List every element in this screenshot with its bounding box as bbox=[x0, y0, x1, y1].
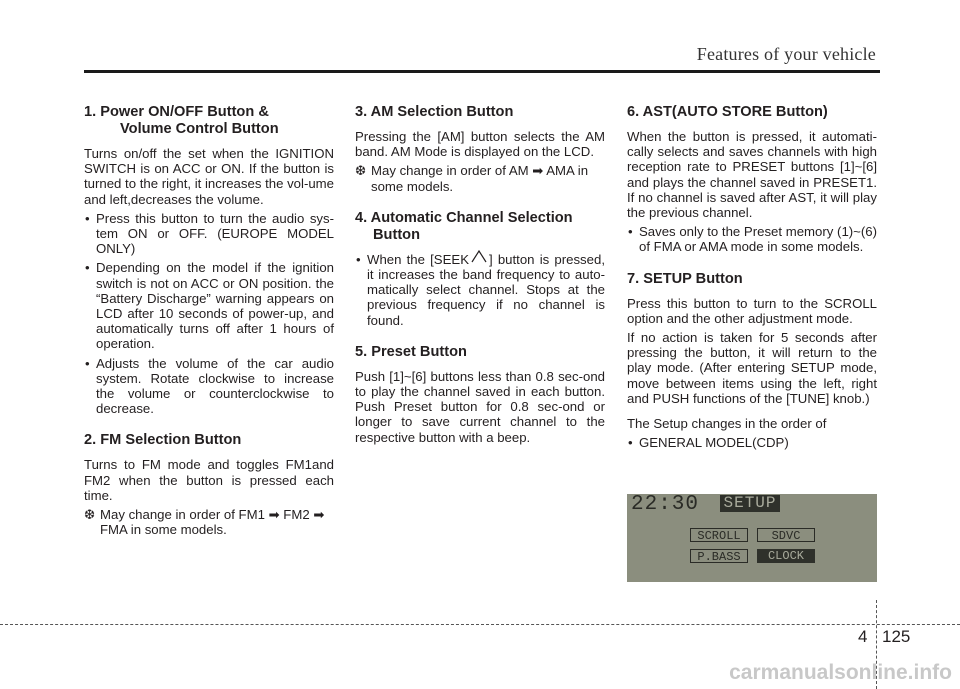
section-1-heading-line-1: 1. Power ON/OFF Button & bbox=[84, 104, 269, 120]
watermark: carmanualsonline.info bbox=[729, 661, 952, 684]
section-5-paragraph: Push [1]~[6] buttons less than 0.8 sec-ond to play the channel saved in each button. Push Preset button for 0.8 sec-ond or longer to save current channel to the respective button with a beep. bbox=[355, 368, 605, 445]
lcd-setup-label: SETUP bbox=[720, 495, 780, 512]
header-rule bbox=[84, 70, 880, 73]
section-7-heading: 7. SETUP Button bbox=[627, 270, 743, 287]
section-7-paragraph-1: Press this button to turn to the SCROLL option and the other adjustment mode. bbox=[627, 295, 877, 326]
section-6-heading: 6. AST(AUTO STORE Button) bbox=[627, 104, 828, 120]
section-4-heading-line-2: Button bbox=[373, 226, 421, 243]
chapter-number: 4 bbox=[858, 627, 868, 646]
column-3 bbox=[627, 104, 877, 454]
section-4-heading bbox=[355, 210, 605, 244]
section-2-note-text: May change in order of FM1 ➡ FM2 ➡ FMA in some models. bbox=[100, 507, 325, 538]
section-3-heading: 3. AM Selection Button bbox=[355, 104, 514, 120]
section-1-bullet-2: • Depending on the model if the ignition switch is not on ACC or ON position. the “Battery Discharge” warning appears on LCD after 10 seconds of power-up, and automatically turns off after 1 hours of operation. bbox=[84, 260, 334, 351]
section-1-paragraph: Turns on/off the set when the IGNITION SWITCH is on ACC or ON. If the button is turned to the right, it increases the vol-ume and left,decreases the volume. bbox=[84, 146, 334, 207]
seek-text-pre: When the [SEEK bbox=[367, 251, 469, 267]
seek-up-icon bbox=[469, 252, 489, 266]
section-1-heading bbox=[84, 104, 334, 138]
note-mark-icon: ❆ bbox=[355, 163, 367, 179]
section-7-bullet-1: • GENERAL MODEL(CDP) bbox=[627, 435, 877, 450]
note-mark-icon: ❆ bbox=[84, 507, 96, 523]
section-3-note bbox=[355, 163, 605, 193]
section-6-bullets bbox=[627, 224, 877, 254]
column-2 bbox=[355, 104, 605, 449]
section-7-bullets bbox=[627, 435, 877, 450]
lcd-setup-display bbox=[627, 494, 877, 582]
footer-rule bbox=[0, 624, 960, 625]
seek-text-post: ] button is pressed, it increases the band frequency to auto-matically select channel. Stops at the previous frequency if no channel is found. bbox=[367, 251, 605, 328]
section-7-paragraph-3: The Setup changes in the order of bbox=[627, 416, 827, 432]
page-number: 125 bbox=[882, 627, 911, 646]
section-7-paragraph-2: If no action is taken for 5 seconds after pressing the button, it will return to the play mode. (After entering SETUP mode, move between items using the left, right and PUSH functions of the [TUNE] knob.) bbox=[627, 330, 877, 406]
section-1-heading-line-2: Volume Control Button bbox=[120, 121, 279, 137]
section-2-heading: 2. FM Selection Button bbox=[84, 432, 242, 449]
lcd-sdvc-option: SDVC bbox=[757, 528, 815, 542]
section-3-note-text: May change in order of AM ➡ AMA in some models. bbox=[371, 163, 589, 194]
section-3-paragraph: Pressing the [AM] button selects the AM band. AM Mode is displayed on the LCD. bbox=[355, 129, 605, 160]
section-1-bullets bbox=[84, 211, 334, 417]
section-4-bullet-1 bbox=[355, 252, 605, 328]
lcd-clock-option: CLOCK bbox=[757, 549, 815, 563]
section-4-heading-line-1: 4. Automatic Channel Selection bbox=[355, 209, 573, 226]
lcd-pbass-option: P.BASS bbox=[690, 549, 748, 563]
section-1-bullet-1: • Press this button to turn the audio sys-tem ON or OFF. (EUROPE MODEL ONLY) bbox=[84, 211, 334, 257]
section-4-bullets bbox=[355, 252, 605, 328]
lcd-scroll-option: SCROLL bbox=[690, 528, 748, 542]
lcd-clock-time: 22:30 bbox=[631, 493, 700, 516]
running-header-title: Features of your vehicle bbox=[696, 44, 876, 64]
section-1-bullet-3: • Adjusts the volume of the car audio system. Rotate clockwise to increase the volume or counterclockwise to decrease. bbox=[84, 356, 334, 417]
section-2-paragraph: Turns to FM mode and toggles FM1and FM2 when the button is pressed each time. bbox=[84, 457, 334, 503]
section-5-heading: 5. Preset Button bbox=[355, 343, 467, 360]
section-2-note bbox=[84, 507, 334, 537]
section-6-bullet-1: • Saves only to the Preset memory (1)~(6) of FMA or AMA mode in some models. bbox=[627, 224, 877, 254]
section-6-paragraph: When the button is pressed, it automati-cally selects and saves channels with high reception rate to PRESET buttons [1]~[6] and plays the channel saved in PRESET1. If no channel is saved after AST, it will play the previous channel. bbox=[627, 129, 877, 221]
column-1 bbox=[84, 104, 334, 541]
